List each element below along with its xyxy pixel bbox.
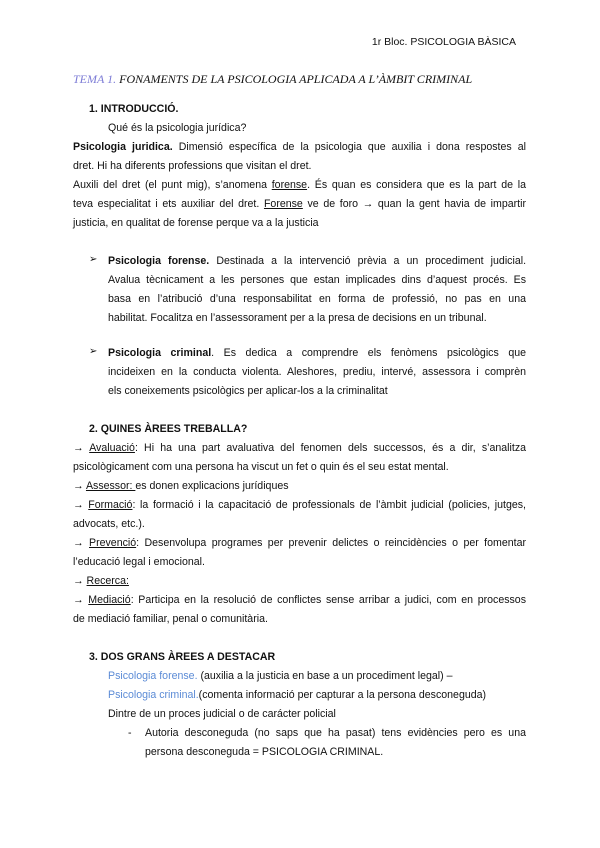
auxili-line-3: justicia, en qualitat de forense perque va a la justicia <box>73 217 319 229</box>
forense-line-1: Psicologia forense. Destinada a la intervenció prèvia a un procediment judicial. <box>108 255 527 267</box>
criminal-line-2: incideixen en la conducta violenta. Aleshores, prediu, intervé, assessora i comprèn <box>108 366 526 378</box>
prevencio-line-1: → Prevenció: Desenvolupa programes per prevenir delictes o reincidències o per fomentar <box>73 537 526 549</box>
mediacio-term: Mediació <box>88 594 131 606</box>
document-title <box>73 72 472 87</box>
forense-line-2: Avalua tècnicament a les persones que estan implicades dins d’aquest procés. Es <box>108 274 526 286</box>
area-forense-term: Psicologia forense. <box>108 670 198 682</box>
arrow-bullet-icon: ➢ <box>89 346 98 357</box>
mediacio-line-2: de mediació familiar, penal o comunitària. <box>73 613 268 625</box>
definition-line-2: dret. Hi ha diferents professions que visitan el dret. <box>73 160 312 172</box>
mediacio-line-1: → Mediació: Participa en la resolució de conflictes sense arribar a judici, com en processos <box>73 594 526 606</box>
auxili-line-1: Auxili del dret (el punt mig), s’anomena forense. És quan es considera que es la part de la <box>73 179 526 191</box>
area-criminal-line: Psicologia criminal.(comenta informació per capturar a la persona desconeguda) <box>108 689 487 701</box>
avaluacio-term: Avaluació <box>89 442 135 454</box>
avaluacio-line-1: → Avaluació: Hi ha una part avaluativa del fenomen dels successos, és a dir, s’analitza <box>73 442 527 454</box>
autoria-line-1: Autoria desconeguda (no saps que ha pasat) tens evidències pero es una <box>145 727 526 739</box>
forense-line-4: habilitat. Focalitza en l’assessorament per a la presa de decisions en un tribunal. <box>108 312 487 324</box>
forense-word: forense <box>271 179 308 191</box>
page-header: 1r Bloc. PSICOLOGIA BÀSICA <box>371 36 516 48</box>
assessor-term: Assessor: <box>85 480 136 492</box>
recerca-term: Recerca: <box>86 575 129 587</box>
auxili-line-2: teva especialitat i ets auxiliar del dret. Forense ve de foro → quan la gent havia de impartir <box>73 198 526 210</box>
criminal-line-1: Psicologia criminal. Es dedica a comprendre els fenòmens psicològics que <box>108 347 526 359</box>
recerca-line: → Recerca: <box>73 575 129 587</box>
title-text: FONAMENTS DE LA PSICOLOGIA APLICADA A L’ÀMBIT CRIMINAL <box>116 72 473 86</box>
section-3-heading: 3. DOS GRANS ÀREES A DESTACAR <box>89 651 276 663</box>
section-2-heading: 2. QUINES ÀREES TREBALLA? <box>89 423 248 435</box>
title-prefix: TEMA 1. <box>73 72 117 86</box>
prevencio-line-2: l’educació legal i emocional. <box>73 556 205 568</box>
dintre-line: Dintre de un proces judicial o de carácter policial <box>108 708 336 720</box>
criminal-line-3: els coneixements psicològics per aplicar-los a la criminalitat <box>108 385 388 397</box>
dash-bullet: - <box>128 727 132 739</box>
definition-line-1: Psicologia juridica. Dimensió específica de la psicologia que auxilia i dona respostes al <box>73 141 526 153</box>
prevencio-term: Prevenció <box>89 537 137 549</box>
section-1-heading: 1. INTRODUCCIÓ. <box>89 103 179 115</box>
formacio-term: Formació <box>88 499 133 511</box>
forense-line-3: basa en l’atribució d’una responsabilitat en forma de professió, no pas en una <box>108 293 526 305</box>
forense-word-2: Forense <box>263 198 303 210</box>
area-criminal-term: Psicologia criminal. <box>108 689 199 701</box>
formacio-line-1: → Formació: la formació i la capacitació de professionals de l’àmbit judicial (policies, jutges, <box>73 499 526 511</box>
definition-term: Psicologia juridica. <box>73 141 173 153</box>
section-1-question: Qué és la psicologia jurídica? <box>108 122 247 134</box>
arrow-bullet-icon: ➢ <box>89 254 98 265</box>
criminal-term: Psicologia criminal <box>108 347 212 359</box>
forense-term: Psicologia forense. <box>108 255 210 267</box>
autoria-line-2: persona desconeguda = PSICOLOGIA CRIMINAL. <box>145 746 384 758</box>
avaluacio-line-2: psicològicament com una persona ha viscut un fet o quin és el seu estat mental. <box>73 461 449 473</box>
assessor-line: → Assessor: es donen explicacions jurídiques <box>73 480 289 492</box>
formacio-line-2: advocats, etc.). <box>73 518 145 530</box>
area-forense-line: Psicologia forense. (auxilia a la justicia en base a un procediment legal) – <box>108 670 453 682</box>
